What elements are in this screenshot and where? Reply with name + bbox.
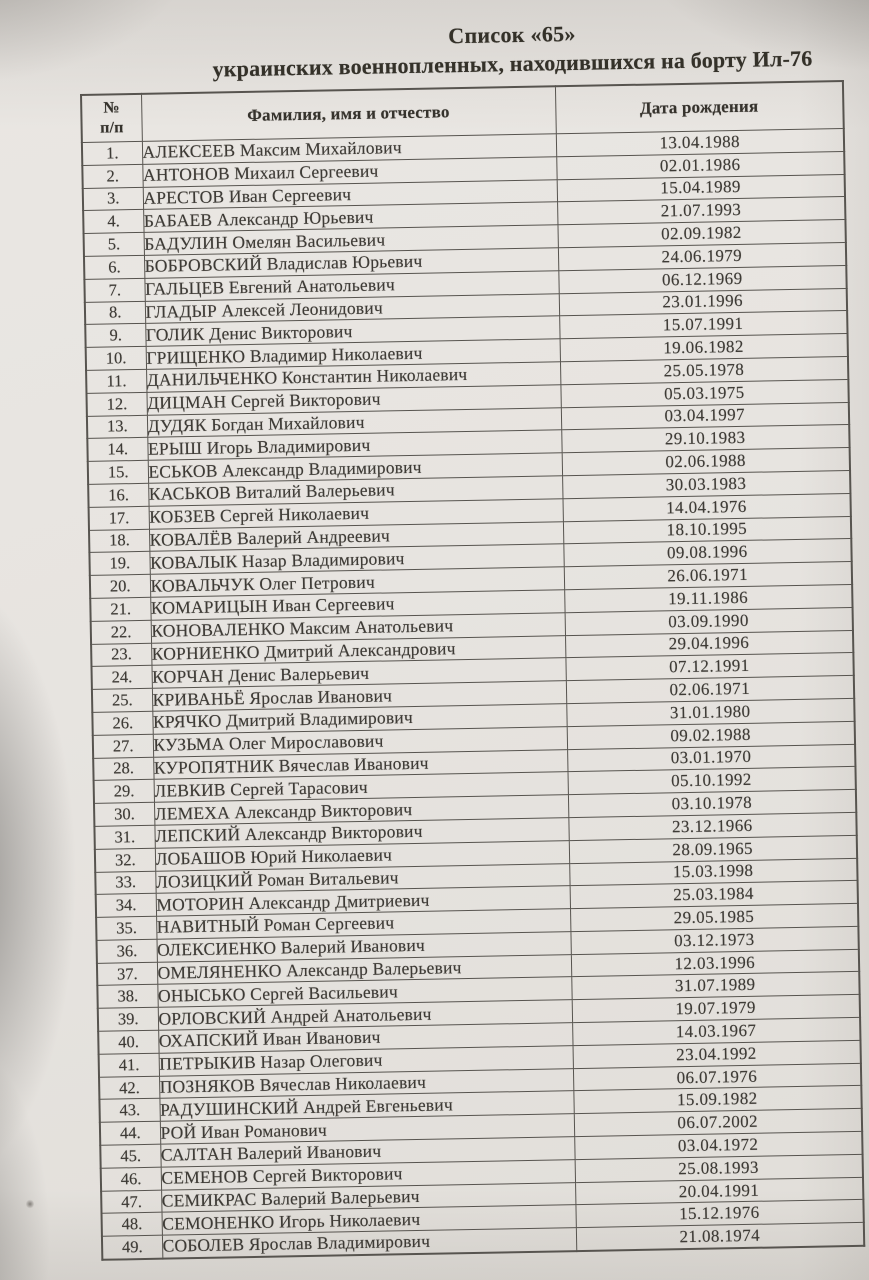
row-dob-cell: 14.04.1976 <box>562 493 850 521</box>
row-number-cell: 31. <box>94 825 154 849</box>
row-dob-cell: 29.10.1983 <box>561 425 849 453</box>
row-dob-cell: 25.08.1993 <box>575 1154 863 1182</box>
row-dob-cell: 15.04.1989 <box>557 174 845 202</box>
row-name-cell: ЛЕПСКИЙ Александр Викторович <box>154 818 568 848</box>
row-dob-cell: 21.07.1993 <box>557 197 845 225</box>
row-dob-cell: 06.12.1969 <box>558 265 846 293</box>
row-dob-cell: 23.12.1966 <box>568 812 856 840</box>
row-dob-cell: 24.06.1979 <box>558 242 846 270</box>
row-number-cell: 24. <box>91 666 151 690</box>
row-dob-cell: 03.12.1973 <box>570 926 858 954</box>
header-number-cell <box>81 94 142 143</box>
row-name-cell: РАДУШИНСКИЙ Андрей Евгеньевич <box>159 1091 573 1121</box>
row-number-cell: 26. <box>92 711 152 735</box>
row-number-cell: 33. <box>95 871 155 895</box>
row-name-cell: СЕМЕНОВ Сергей Викторович <box>161 1159 575 1189</box>
header-number-top: № <box>103 99 120 117</box>
row-name-cell: БАБАЕВ Александр Юрьевич <box>143 202 557 232</box>
document-page <box>80 20 863 1260</box>
row-dob-cell: 23.01.1996 <box>559 288 847 316</box>
row-number-cell: 36. <box>97 939 157 963</box>
row-name-cell: ОХАПСКИЙ Иван Иванович <box>158 1023 572 1053</box>
row-dob-cell: 03.10.1978 <box>568 790 856 818</box>
row-dob-cell: 06.07.1976 <box>573 1063 861 1091</box>
row-number-cell: 43. <box>99 1099 159 1123</box>
row-number-cell: 25. <box>92 688 152 712</box>
row-dob-cell: 13.04.1988 <box>556 129 844 157</box>
row-dob-cell: 20.04.1991 <box>575 1177 863 1205</box>
row-dob-cell: 23.04.1992 <box>573 1040 861 1068</box>
header-number-bottom: п/п <box>99 119 124 137</box>
row-dob-cell: 14.03.1967 <box>572 1017 860 1045</box>
row-name-cell: БАДУЛИН Омелян Васильевич <box>144 225 558 255</box>
row-dob-cell: 12.03.1996 <box>571 949 859 977</box>
row-number-cell: 15. <box>88 460 148 484</box>
row-dob-cell: 30.03.1983 <box>562 470 850 498</box>
table-body <box>82 129 864 1260</box>
row-name-cell: КОМАРИЦЫН Иван Сергеевич <box>150 590 564 620</box>
row-number-cell: 40. <box>98 1030 158 1054</box>
row-number-cell: 18. <box>89 529 149 553</box>
row-name-cell: ОМЕЛЯНЕНКО Александр Валерьевич <box>157 954 571 984</box>
row-number-cell: 8. <box>85 301 145 325</box>
header-dob-cell: Дата рождения <box>555 81 844 134</box>
row-name-cell: КРИВАНЬЁ Ярослав Иванович <box>152 681 566 711</box>
row-name-cell: ЛЕВКИВ Сергей Тарасович <box>154 772 568 802</box>
row-dob-cell: 02.06.1988 <box>562 448 850 476</box>
row-dob-cell: 03.04.1997 <box>561 402 849 430</box>
row-number-cell: 27. <box>93 734 153 758</box>
row-number-cell: 19. <box>89 552 149 576</box>
row-name-cell: ОНЫСЬКО Сергей Васильевич <box>157 977 571 1007</box>
row-name-cell: ЛОБАШОВ Юрий Николаевич <box>155 840 569 870</box>
row-number-cell: 1. <box>82 141 142 165</box>
row-name-cell: КУРОПЯТНИК Вячеслав Иванович <box>153 749 567 779</box>
row-number-cell: 41. <box>99 1053 159 1077</box>
row-dob-cell: 03.01.1970 <box>567 744 855 772</box>
row-dob-cell: 15.03.1998 <box>569 858 857 886</box>
row-number-cell: 10. <box>86 347 146 371</box>
row-dob-cell: 05.03.1975 <box>560 379 848 407</box>
row-name-cell: КОНОВАЛЕНКО Максим Анатольевич <box>151 612 565 642</box>
row-number-cell: 35. <box>96 916 156 940</box>
row-name-cell: КАСЬКОВ Виталий Валерьевич <box>148 476 562 506</box>
row-number-cell: 28. <box>93 757 153 781</box>
row-number-cell: 48. <box>102 1213 162 1237</box>
row-number-cell: 17. <box>89 506 149 530</box>
row-name-cell: ЛОЗИЦКИЙ Роман Витальевич <box>155 863 569 893</box>
document-title-line1: Список «65» <box>448 20 576 49</box>
row-name-cell: СОБОЛЕВ Ярослав Владимирович <box>162 1228 576 1258</box>
row-dob-cell: 28.09.1965 <box>569 835 857 863</box>
row-dob-cell: 06.07.2002 <box>574 1109 862 1137</box>
document-title-line2: украинских военнопленных, находившихся на борту Ил-76 <box>212 45 813 82</box>
row-name-cell: ГЛАДЫР Алексей Леонидович <box>145 293 559 323</box>
row-name-cell: ГАЛЬЦЕВ Евгений Анатольевич <box>144 271 558 301</box>
row-number-cell: 21. <box>90 597 150 621</box>
row-name-cell: БОБРОВСКИЙ Владислав Юрьевич <box>144 248 558 278</box>
row-name-cell: НАВИТНЫЙ Роман Сергеевич <box>156 909 570 939</box>
row-name-cell: КОВАЛЁВ Валерий Андреевич <box>149 521 563 551</box>
row-name-cell: КОРНИЕНКО Дмитрий Александрович <box>151 635 565 665</box>
row-number-cell: 12. <box>86 392 146 416</box>
row-name-cell: ОЛЕКСИЕНКО Валерий Иванович <box>156 932 570 962</box>
row-number-cell: 11. <box>86 369 146 393</box>
row-number-cell: 16. <box>88 483 148 507</box>
row-name-cell: РОЙ Иван Романович <box>160 1114 574 1144</box>
row-number-cell: 2. <box>82 164 142 188</box>
row-dob-cell: 05.10.1992 <box>568 767 856 795</box>
row-number-cell: 6. <box>84 255 144 279</box>
document-title <box>131 17 869 82</box>
row-name-cell: КОРЧАН Денис Валерьевич <box>151 658 565 688</box>
row-dob-cell: 02.06.1971 <box>566 676 854 704</box>
row-dob-cell: 29.04.1996 <box>565 630 853 658</box>
row-name-cell: САЛТАН Валерий Иванович <box>160 1137 574 1167</box>
row-dob-cell: 21.08.1974 <box>576 1223 864 1251</box>
row-name-cell: КРЯЧКО Дмитрий Владимирович <box>152 704 566 734</box>
row-number-cell: 32. <box>95 848 155 872</box>
row-dob-cell: 03.04.1972 <box>574 1131 862 1159</box>
row-number-cell: 22. <box>91 620 151 644</box>
row-number-cell: 46. <box>101 1167 161 1191</box>
row-name-cell: ПЕТРЫКИВ Назар Олегович <box>159 1046 573 1076</box>
row-name-cell: ЕСЬКОВ Александр Владимирович <box>148 453 562 483</box>
row-number-cell: 39. <box>98 1008 158 1032</box>
row-number-cell: 37. <box>97 962 157 986</box>
row-number-cell: 13. <box>87 415 147 439</box>
row-dob-cell: 15.09.1982 <box>573 1086 861 1114</box>
row-name-cell: ГОЛИК Денис Викторович <box>145 316 559 346</box>
row-dob-cell: 03.09.1990 <box>565 607 853 635</box>
row-dob-cell: 31.07.1989 <box>571 972 859 1000</box>
row-name-cell: ЛЕМЕХА Александр Викторович <box>154 795 568 825</box>
row-dob-cell: 15.07.1991 <box>559 311 847 339</box>
row-dob-cell: 25.05.1978 <box>560 356 848 384</box>
row-name-cell: ГРИЩЕНКО Владимир Николаевич <box>146 339 560 369</box>
row-dob-cell: 15.12.1976 <box>575 1200 863 1228</box>
row-name-cell: ДУДЯК Богдан Михайлович <box>147 407 561 437</box>
header-name-cell: Фамилия, имя и отчество <box>141 86 556 141</box>
row-dob-cell: 09.08.1996 <box>563 539 851 567</box>
row-name-cell: АРЕСТОВ Иван Сергеевич <box>143 179 557 209</box>
row-dob-cell: 25.03.1984 <box>570 881 858 909</box>
row-number-cell: 23. <box>91 643 151 667</box>
row-dob-cell: 26.06.1971 <box>564 562 852 590</box>
row-dob-cell: 07.12.1991 <box>565 653 853 681</box>
row-dob-cell: 29.05.1985 <box>570 903 858 931</box>
row-dob-cell: 09.02.1988 <box>567 721 855 749</box>
row-number-cell: 38. <box>97 985 157 1009</box>
prisoner-list-table <box>80 80 865 1260</box>
row-name-cell: СЕМОНЕНКО Игорь Николаевич <box>162 1205 576 1235</box>
row-number-cell: 30. <box>94 802 154 826</box>
row-number-cell: 44. <box>100 1121 160 1145</box>
row-name-cell: КОВАЛЫК Назар Владимирович <box>149 544 563 574</box>
row-number-cell: 9. <box>85 324 145 348</box>
row-number-cell: 5. <box>84 233 144 257</box>
row-number-cell: 4. <box>83 210 143 234</box>
row-number-cell: 47. <box>101 1190 161 1214</box>
row-name-cell: СЕМИКРАС Валерий Валерьевич <box>161 1182 575 1212</box>
row-number-cell: 20. <box>90 574 150 598</box>
row-name-cell: ПОЗНЯКОВ Вячеслав Николаевич <box>159 1068 573 1098</box>
row-number-cell: 3. <box>83 187 143 211</box>
row-number-cell: 29. <box>94 780 154 804</box>
row-number-cell: 34. <box>96 894 156 918</box>
row-name-cell: АНТОНОВ Михаил Сергеевич <box>142 157 556 187</box>
paper-speck <box>26 1199 34 1209</box>
row-number-cell: 45. <box>100 1144 160 1168</box>
row-dob-cell: 19.11.1986 <box>564 584 852 612</box>
row-dob-cell: 02.01.1986 <box>556 151 844 179</box>
row-name-cell: ОРЛОВСКИЙ Андрей Анатольевич <box>158 1000 572 1030</box>
row-name-cell: МОТОРИН Александр Дмитриевич <box>156 886 570 916</box>
row-dob-cell: 02.09.1982 <box>557 220 845 248</box>
row-name-cell: КОВАЛЬЧУК Олег Петрович <box>150 567 564 597</box>
row-name-cell: ЕРЫШ Игорь Владимирович <box>147 430 561 460</box>
row-number-cell: 14. <box>87 438 147 462</box>
row-name-cell: АЛЕКСЕЕВ Максим Михайлович <box>142 134 556 164</box>
row-name-cell: ДИЦМАН Сергей Викторович <box>146 385 560 415</box>
row-name-cell: ДАНИЛЬЧЕНКО Константин Николаевич <box>146 362 560 392</box>
row-dob-cell: 18.10.1995 <box>563 516 851 544</box>
row-number-cell: 42. <box>99 1076 159 1100</box>
row-name-cell: КУЗЬМА Олег Мирославович <box>153 726 567 756</box>
row-dob-cell: 31.01.1980 <box>566 698 854 726</box>
row-number-cell: 7. <box>84 278 144 302</box>
row-dob-cell: 19.07.1979 <box>572 995 860 1023</box>
row-number-cell: 49. <box>102 1235 162 1259</box>
row-dob-cell: 19.06.1982 <box>560 334 848 362</box>
row-name-cell: КОБЗЕВ Сергей Николаевич <box>149 498 563 528</box>
